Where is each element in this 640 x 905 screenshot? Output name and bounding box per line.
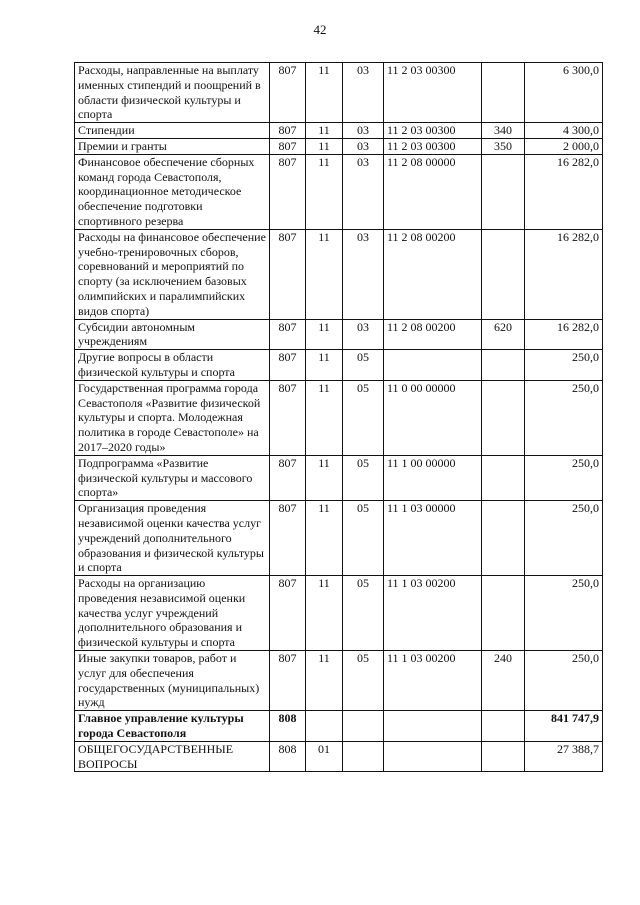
expense-type-cell	[482, 576, 525, 651]
table-row	[75, 229, 603, 319]
subsection-code-cell: 03	[343, 319, 384, 350]
ministry-code-cell: 807	[270, 63, 306, 123]
subsection-code-cell: 03	[343, 138, 384, 154]
expense-type-cell	[482, 711, 525, 742]
ministry-code-cell: 807	[270, 123, 306, 139]
expense-type-cell	[482, 501, 525, 576]
section-code-cell: 11	[306, 123, 343, 139]
ministry-code-cell: 807	[270, 138, 306, 154]
sum-cell: 2 000,0	[525, 138, 603, 154]
table-row	[75, 455, 603, 500]
section-code-cell: 11	[306, 651, 343, 711]
target-article-cell: 11 1 03 00000	[384, 501, 482, 576]
expense-type-cell: 240	[482, 651, 525, 711]
section-code-cell: 11	[306, 138, 343, 154]
row-name-cell: Иные закупки товаров, работ и услуг для обеспечения государственных (муниципальных) нужд	[75, 651, 270, 711]
row-name-cell: Другие вопросы в области физической культуры и спорта	[75, 350, 270, 381]
budget-table-body	[75, 63, 603, 772]
row-name-cell: Государственная программа города Севастополя «Развитие физической культуры и спорта. Молодежная политика в городе Севастополе» на 2017–2020 годы»	[75, 380, 270, 455]
table-row	[75, 501, 603, 576]
sum-cell: 250,0	[525, 380, 603, 455]
sum-cell: 16 282,0	[525, 229, 603, 319]
ministry-code-cell: 807	[270, 380, 306, 455]
page-number: 42	[313, 22, 327, 37]
expense-type-cell	[482, 229, 525, 319]
row-name-cell: Финансовое обеспечение сборных команд города Севастополя, координационное методическое обеспечение подготовки спортивного резерва	[75, 154, 270, 229]
section-code-cell: 11	[306, 154, 343, 229]
section-code-cell	[306, 711, 343, 742]
subsection-code-cell: 05	[343, 350, 384, 381]
table-row	[75, 350, 603, 381]
table-row	[75, 741, 603, 772]
row-name-cell: Подпрограмма «Развитие физической культуры и массового спорта»	[75, 455, 270, 500]
row-name-cell: Стипендии	[75, 123, 270, 139]
sum-cell: 841 747,9	[525, 711, 603, 742]
row-name-cell: Организация проведения независимой оценки качества услуг учреждений дополнительного образования и физической культуры и спорта	[75, 501, 270, 576]
sum-cell: 250,0	[525, 651, 603, 711]
sum-cell: 4 300,0	[525, 123, 603, 139]
target-article-cell: 11 2 03 00300	[384, 63, 482, 123]
expense-type-cell	[482, 380, 525, 455]
table-row	[75, 380, 603, 455]
subsection-code-cell: 03	[343, 229, 384, 319]
table-row	[75, 576, 603, 651]
expense-type-cell: 620	[482, 319, 525, 350]
sum-cell: 27 388,7	[525, 741, 603, 772]
section-code-cell: 11	[306, 501, 343, 576]
ministry-code-cell: 807	[270, 154, 306, 229]
sum-cell: 6 300,0	[525, 63, 603, 123]
section-code-cell: 11	[306, 229, 343, 319]
target-article-cell: 11 2 08 00200	[384, 319, 482, 350]
target-article-cell: 11 1 03 00200	[384, 576, 482, 651]
target-article-cell: 11 1 00 00000	[384, 455, 482, 500]
row-name-cell: Премии и гранты	[75, 138, 270, 154]
section-code-cell: 11	[306, 455, 343, 500]
budget-table	[74, 62, 603, 772]
row-name-cell: Расходы, направленные на выплату именных стипендий и поощрений в области физической культуры и спорта	[75, 63, 270, 123]
ministry-code-cell: 807	[270, 350, 306, 381]
subsection-code-cell	[343, 741, 384, 772]
sum-cell: 250,0	[525, 501, 603, 576]
ministry-code-cell: 807	[270, 319, 306, 350]
ministry-code-cell: 807	[270, 229, 306, 319]
subsection-code-cell: 03	[343, 154, 384, 229]
target-article-cell: 11 1 03 00200	[384, 651, 482, 711]
target-article-cell: 11 2 08 00200	[384, 229, 482, 319]
expense-type-cell	[482, 455, 525, 500]
row-name-cell: Субсидии автономным учреждениям	[75, 319, 270, 350]
row-name-cell: ОБЩЕГОСУДАРСТВЕННЫЕ ВОПРОСЫ	[75, 741, 270, 772]
target-article-cell	[384, 711, 482, 742]
expense-type-cell	[482, 154, 525, 229]
expense-type-cell	[482, 741, 525, 772]
ministry-code-cell: 808	[270, 741, 306, 772]
ministry-code-cell: 807	[270, 651, 306, 711]
section-code-cell: 11	[306, 63, 343, 123]
target-article-cell: 11 2 08 00000	[384, 154, 482, 229]
target-article-cell: 11 2 03 00300	[384, 123, 482, 139]
sum-cell: 250,0	[525, 576, 603, 651]
ministry-code-cell: 807	[270, 455, 306, 500]
target-article-cell: 11 0 00 00000	[384, 380, 482, 455]
table-row	[75, 651, 603, 711]
section-code-cell: 11	[306, 380, 343, 455]
sum-cell: 16 282,0	[525, 319, 603, 350]
ministry-code-cell: 807	[270, 576, 306, 651]
subsection-code-cell: 03	[343, 123, 384, 139]
subsection-code-cell: 05	[343, 380, 384, 455]
table-row	[75, 319, 603, 350]
expense-type-cell: 350	[482, 138, 525, 154]
row-name-cell: Расходы на организацию проведения независимой оценки качества услуг учреждений дополнительного образования и физической культуры и спорта	[75, 576, 270, 651]
table-row	[75, 711, 603, 742]
subsection-code-cell: 05	[343, 501, 384, 576]
subsection-code-cell: 05	[343, 651, 384, 711]
subsection-code-cell: 03	[343, 63, 384, 123]
section-code-cell: 11	[306, 319, 343, 350]
sum-cell: 250,0	[525, 455, 603, 500]
ministry-code-cell: 807	[270, 501, 306, 576]
expense-type-cell	[482, 350, 525, 381]
section-code-cell: 01	[306, 741, 343, 772]
row-name-cell: Главное управление культуры города Севастополя	[75, 711, 270, 742]
expense-type-cell: 340	[482, 123, 525, 139]
table-row	[75, 63, 603, 123]
table-row	[75, 138, 603, 154]
expense-type-cell	[482, 63, 525, 123]
subsection-code-cell: 05	[343, 455, 384, 500]
sum-cell: 16 282,0	[525, 154, 603, 229]
target-article-cell	[384, 350, 482, 381]
target-article-cell	[384, 741, 482, 772]
ministry-code-cell: 808	[270, 711, 306, 742]
section-code-cell: 11	[306, 350, 343, 381]
table-row	[75, 154, 603, 229]
sum-cell: 250,0	[525, 350, 603, 381]
row-name-cell: Расходы на финансовое обеспечение учебно-тренировочных сборов, соревнований и мероприятий по спорту (за исключением базовых олимпийских и паралимпийских видов спорта)	[75, 229, 270, 319]
target-article-cell: 11 2 03 00300	[384, 138, 482, 154]
section-code-cell: 11	[306, 576, 343, 651]
subsection-code-cell: 05	[343, 576, 384, 651]
subsection-code-cell	[343, 711, 384, 742]
table-row	[75, 123, 603, 139]
